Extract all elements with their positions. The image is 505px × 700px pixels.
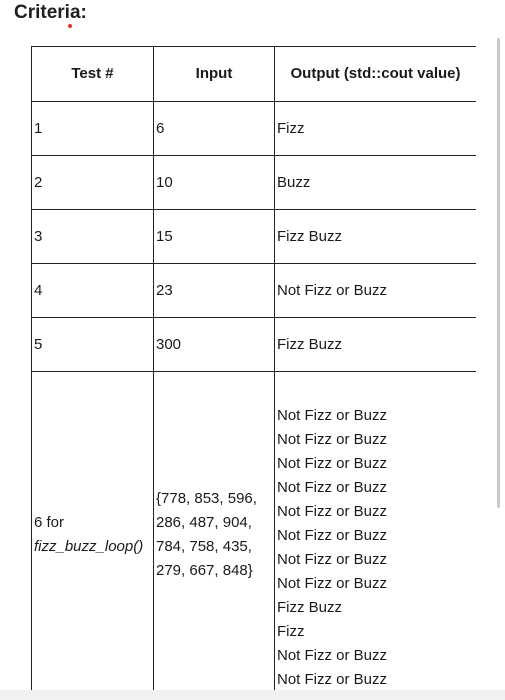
table-row-loop [32,372,477,699]
table-row [32,210,477,264]
bottom-edge-strip [0,690,505,700]
loop-output-line: Not Fizz or Buzz [277,671,388,688]
cell-output: Buzz [275,156,477,210]
cell-output-loop [275,372,477,699]
loop-output-line: Not Fizz or Buzz [277,455,388,472]
loop-input-line: {778, 853, 596, [156,490,257,507]
loop-output-line: Not Fizz or Buzz [277,407,388,424]
cell-test-number-loop [32,372,154,699]
loop-output-line: Not Fizz or Buzz [277,647,388,664]
loop-input-line: 279, 667, 848} [156,562,253,579]
table-clip-edge [476,40,505,700]
loop-output-line: Not Fizz or Buzz [277,431,388,448]
loop-function-name: fizz_buzz_loop() [34,538,144,555]
cell-output: Fizz Buzz [275,318,477,372]
loop-output-line: Fizz Buzz [277,599,343,616]
cell-test-number: 2 [32,156,154,210]
cell-input: 15 [154,210,275,264]
table-row [32,318,477,372]
header-input: Input [154,47,275,102]
cell-input: 10 [154,156,275,210]
loop-output-line: Not Fizz or Buzz [277,551,388,568]
vertical-scrollbar[interactable] [497,38,500,508]
cell-input: 300 [154,318,275,372]
loop-test-label: 6 for [34,514,65,531]
header-test-number: Test # [32,47,154,102]
loop-input-line: 784, 758, 435, [156,538,252,555]
cell-output: Fizz [275,102,477,156]
loop-output-line: Not Fizz or Buzz [277,527,388,544]
table-row [32,156,477,210]
table-row [32,264,477,318]
table-row [32,102,477,156]
cell-output: Fizz Buzz [275,210,477,264]
criteria-table [31,46,477,699]
loop-output-line: Not Fizz or Buzz [277,503,388,520]
cell-input: 6 [154,102,275,156]
cell-input: 23 [154,264,275,318]
cell-test-number: 1 [32,102,154,156]
cell-output: Not Fizz or Buzz [275,264,477,318]
table-header-row [32,47,477,102]
cell-test-number: 3 [32,210,154,264]
loop-input-line: 286, 487, 904, [156,514,252,531]
cell-input-loop [154,372,275,699]
criteria-heading: Criteria: [14,2,87,23]
loop-output-line: Not Fizz or Buzz [277,575,388,592]
required-indicator [68,24,72,28]
loop-output-line: Fizz [277,623,305,640]
cell-test-number: 5 [32,318,154,372]
cell-test-number: 4 [32,264,154,318]
header-output: Output (std::cout value) [275,47,477,102]
loop-output-line: Not Fizz or Buzz [277,479,388,496]
